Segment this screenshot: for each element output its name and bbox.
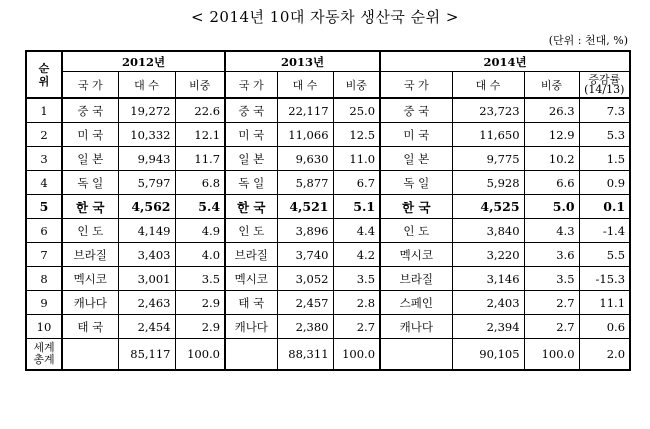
- units-2013: 11,066: [277, 123, 333, 147]
- share-2012: 4.9: [175, 219, 225, 243]
- growth-2014: 7.3: [579, 98, 630, 123]
- total-growth-2014: 2.0: [579, 339, 630, 371]
- country-header: 국 가: [225, 72, 277, 99]
- total-country-2013: [225, 339, 277, 371]
- country-2013: 태 국: [225, 291, 277, 315]
- rank-cell: 9: [26, 291, 62, 315]
- units-2012: 2,454: [118, 315, 175, 339]
- total-share-2012: 100.0: [175, 339, 225, 371]
- share-2013: 4.2: [333, 243, 380, 267]
- units-2013: 3,896: [277, 219, 333, 243]
- share-header: 비중: [333, 72, 380, 99]
- units-header: 대 수: [277, 72, 333, 99]
- units-2013: 2,457: [277, 291, 333, 315]
- table-row: [26, 243, 630, 267]
- share-2013: 25.0: [333, 98, 380, 123]
- country-2013: 중 국: [225, 98, 277, 123]
- share-2014: 12.9: [524, 123, 579, 147]
- units-2014: 3,220: [452, 243, 524, 267]
- country-2014: 캐나다: [380, 315, 452, 339]
- total-label: 세계 총계: [26, 339, 62, 371]
- share-2013: 11.0: [333, 147, 380, 171]
- total-row: [26, 339, 630, 371]
- share-2013: 2.8: [333, 291, 380, 315]
- rank-cell: 3: [26, 147, 62, 171]
- units-2014: 11,650: [452, 123, 524, 147]
- country-2012: 브라질: [62, 243, 118, 267]
- rank-cell: 8: [26, 267, 62, 291]
- country-2012: 멕시코: [62, 267, 118, 291]
- total-share-2014: 100.0: [524, 339, 579, 371]
- country-2014: 스페인: [380, 291, 452, 315]
- country-2013: 캐나다: [225, 315, 277, 339]
- country-2014: 미 국: [380, 123, 452, 147]
- country-2014: 독 일: [380, 171, 452, 195]
- table-row: [26, 291, 630, 315]
- units-2013: 9,630: [277, 147, 333, 171]
- year-header-2012: 2012년: [62, 51, 225, 72]
- share-2012: 6.8: [175, 171, 225, 195]
- unit-note: (단위 : 천대, %): [548, 34, 628, 47]
- units-2014: 3,840: [452, 219, 524, 243]
- units-2012: 2,463: [118, 291, 175, 315]
- country-2013: 한 국: [225, 195, 277, 219]
- share-2013: 12.5: [333, 123, 380, 147]
- units-2013: 4,521: [277, 195, 333, 219]
- country-2012: 일 본: [62, 147, 118, 171]
- country-2013: 미 국: [225, 123, 277, 147]
- table-row: [26, 98, 630, 123]
- share-2012: 3.5: [175, 267, 225, 291]
- share-2012: 5.4: [175, 195, 225, 219]
- country-2012: 중 국: [62, 98, 118, 123]
- units-header: 대 수: [118, 72, 175, 99]
- table-row: [26, 219, 630, 243]
- units-2012: 4,562: [118, 195, 175, 219]
- table-row: [26, 171, 630, 195]
- units-2014: 3,146: [452, 267, 524, 291]
- units-2013: 3,740: [277, 243, 333, 267]
- units-2014: 23,723: [452, 98, 524, 123]
- country-2012: 태 국: [62, 315, 118, 339]
- share-2014: 6.6: [524, 171, 579, 195]
- share-2013: 2.7: [333, 315, 380, 339]
- growth-2014: 11.1: [579, 291, 630, 315]
- country-2013: 인 도: [225, 219, 277, 243]
- table-row: [26, 147, 630, 171]
- country-2014: 일 본: [380, 147, 452, 171]
- share-2012: 2.9: [175, 291, 225, 315]
- share-2012: 22.6: [175, 98, 225, 123]
- country-2012: 미 국: [62, 123, 118, 147]
- units-2012: 3,001: [118, 267, 175, 291]
- units-2012: 4,149: [118, 219, 175, 243]
- growth-2014: 5.3: [579, 123, 630, 147]
- share-2014: 26.3: [524, 98, 579, 123]
- total-units-2012: 85,117: [118, 339, 175, 371]
- growth-2014: 0.9: [579, 171, 630, 195]
- country-2012: 독 일: [62, 171, 118, 195]
- share-2012: 4.0: [175, 243, 225, 267]
- units-header: 대 수: [452, 72, 524, 99]
- total-units-2014: 90,105: [452, 339, 524, 371]
- table-row: [26, 267, 630, 291]
- units-2012: 19,272: [118, 98, 175, 123]
- country-2013: 멕시코: [225, 267, 277, 291]
- share-2014: 5.0: [524, 195, 579, 219]
- table-title: < 2014년 10대 자동차 생산국 순위 >: [191, 8, 459, 26]
- total-share-2013: 100.0: [333, 339, 380, 371]
- share-2013: 5.1: [333, 195, 380, 219]
- units-2012: 10,332: [118, 123, 175, 147]
- total-country-2014: [380, 339, 452, 371]
- country-2013: 일 본: [225, 147, 277, 171]
- units-2013: 22,117: [277, 98, 333, 123]
- share-header: 비중: [175, 72, 225, 99]
- growth-2014: 1.5: [579, 147, 630, 171]
- share-2012: 12.1: [175, 123, 225, 147]
- production-ranking-table: [25, 50, 631, 371]
- table-row: [26, 123, 630, 147]
- rank-cell: 4: [26, 171, 62, 195]
- country-2014: 인 도: [380, 219, 452, 243]
- share-2014: 3.5: [524, 267, 579, 291]
- share-2014: 10.2: [524, 147, 579, 171]
- rank-cell: 1: [26, 98, 62, 123]
- year-header-2014: 2014년: [380, 51, 630, 72]
- units-2013: 5,877: [277, 171, 333, 195]
- share-2013: 6.7: [333, 171, 380, 195]
- share-2014: 2.7: [524, 315, 579, 339]
- year-header-2013: 2013년: [225, 51, 380, 72]
- units-2012: 3,403: [118, 243, 175, 267]
- table-row: [26, 195, 630, 219]
- country-header: 국 가: [62, 72, 118, 99]
- units-2013: 2,380: [277, 315, 333, 339]
- units-2012: 9,943: [118, 147, 175, 171]
- rank-cell: 10: [26, 315, 62, 339]
- total-country-2012: [62, 339, 118, 371]
- country-2012: 한 국: [62, 195, 118, 219]
- share-2012: 2.9: [175, 315, 225, 339]
- country-header: 국 가: [380, 72, 452, 99]
- growth-2014: 5.5: [579, 243, 630, 267]
- share-2013: 3.5: [333, 267, 380, 291]
- total-units-2013: 88,311: [277, 339, 333, 371]
- share-2013: 4.4: [333, 219, 380, 243]
- share-2014: 3.6: [524, 243, 579, 267]
- share-header: 비중: [524, 72, 579, 99]
- share-2014: 4.3: [524, 219, 579, 243]
- rank-cell: 6: [26, 219, 62, 243]
- rank-cell: 2: [26, 123, 62, 147]
- share-2014: 2.7: [524, 291, 579, 315]
- share-2012: 11.7: [175, 147, 225, 171]
- units-2014: 4,525: [452, 195, 524, 219]
- growth-2014: 0.6: [579, 315, 630, 339]
- growth-2014: -15.3: [579, 267, 630, 291]
- growth-2014: -1.4: [579, 219, 630, 243]
- country-2014: 중 국: [380, 98, 452, 123]
- units-2014: 2,394: [452, 315, 524, 339]
- country-2014: 한 국: [380, 195, 452, 219]
- country-2013: 브라질: [225, 243, 277, 267]
- country-2012: 캐나다: [62, 291, 118, 315]
- country-2012: 인 도: [62, 219, 118, 243]
- growth-header: 증감률 (14/13): [579, 72, 630, 99]
- units-2014: 5,928: [452, 171, 524, 195]
- units-2013: 3,052: [277, 267, 333, 291]
- table-row: [26, 315, 630, 339]
- growth-2014: 0.1: [579, 195, 630, 219]
- country-2014: 브라질: [380, 267, 452, 291]
- rank-cell: 5: [26, 195, 62, 219]
- rank-cell: 7: [26, 243, 62, 267]
- units-2014: 9,775: [452, 147, 524, 171]
- units-2014: 2,403: [452, 291, 524, 315]
- rank-header: 순위: [26, 51, 62, 98]
- units-2012: 5,797: [118, 171, 175, 195]
- country-2013: 독 일: [225, 171, 277, 195]
- country-2014: 멕시코: [380, 243, 452, 267]
